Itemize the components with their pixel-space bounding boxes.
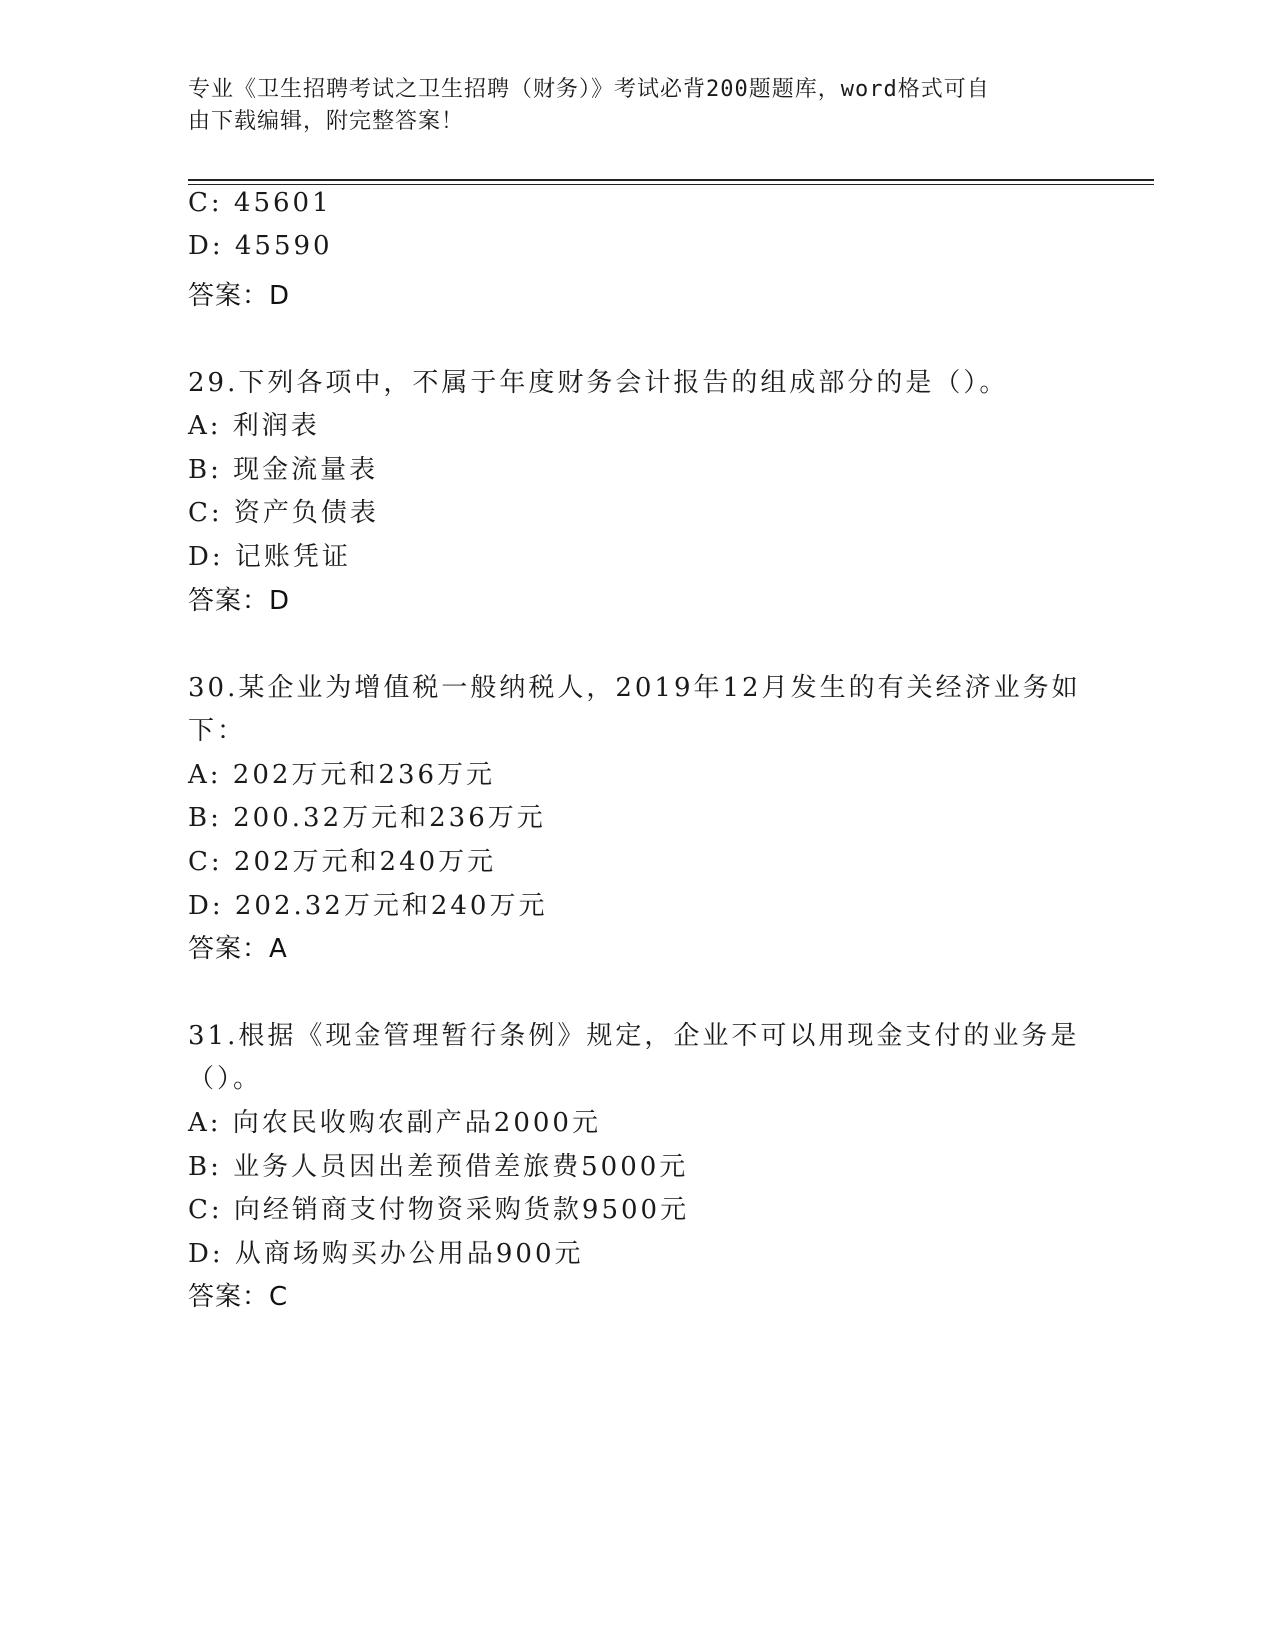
q29-option-b: B: 现金流量表 (188, 455, 379, 485)
header-divider-thick (188, 179, 1154, 181)
q29-question: 29.下列各项中，不属于年度财务会计报告的组成部分的是（）。 (188, 368, 1009, 398)
q30-option-b: B: 200.32万元和236万元 (188, 803, 546, 833)
q30-option-a: A: 202万元和236万元 (188, 760, 496, 790)
prev-answer: 答案：D (188, 281, 291, 311)
header-line-1: 专业《卫生招聘考试之卫生招聘（财务）》考试必背200题题库，word格式可自 (188, 77, 990, 102)
q31-option-a: A: 向农民收购农副产品2000元 (188, 1108, 601, 1138)
q30-question-line-1: 30.某企业为增值税一般纳税人，2019年12月发生的有关经济业务如 (188, 673, 1081, 703)
q31-question-line-2: （）。 (188, 1064, 263, 1094)
q29-answer: 答案：D (188, 586, 291, 616)
q30-question-line-2: 下： (188, 716, 247, 746)
prev-option-c: C: 45601 (188, 188, 332, 218)
q30-option-c: C: 202万元和240万元 (188, 847, 497, 877)
q29-option-c: C: 资产负债表 (188, 498, 379, 528)
q31-option-b: B: 业务人员因出差预借差旅费5000元 (188, 1152, 689, 1182)
q30-option-d: D: 202.32万元和240万元 (188, 891, 548, 921)
q31-option-d: D: 从商场购买办公用品900元 (188, 1239, 584, 1269)
document-header (188, 74, 1088, 138)
q29-option-d: D: 记账凭证 (188, 542, 351, 572)
q31-answer: 答案：C (188, 1282, 289, 1312)
q29-option-a: A: 利润表 (188, 411, 320, 441)
q31-option-c: C: 向经销商支付物资采购货款9500元 (188, 1195, 690, 1225)
header-line-2: 由下载编辑，附完整答案！ (188, 109, 465, 134)
q31-question-line-1: 31.根据《现金管理暂行条例》规定，企业不可以用现金支付的业务是 (188, 1021, 1080, 1051)
header-divider-thin (188, 184, 1154, 185)
q30-answer: 答案：A (188, 934, 288, 964)
prev-option-d: D: 45590 (188, 231, 333, 261)
